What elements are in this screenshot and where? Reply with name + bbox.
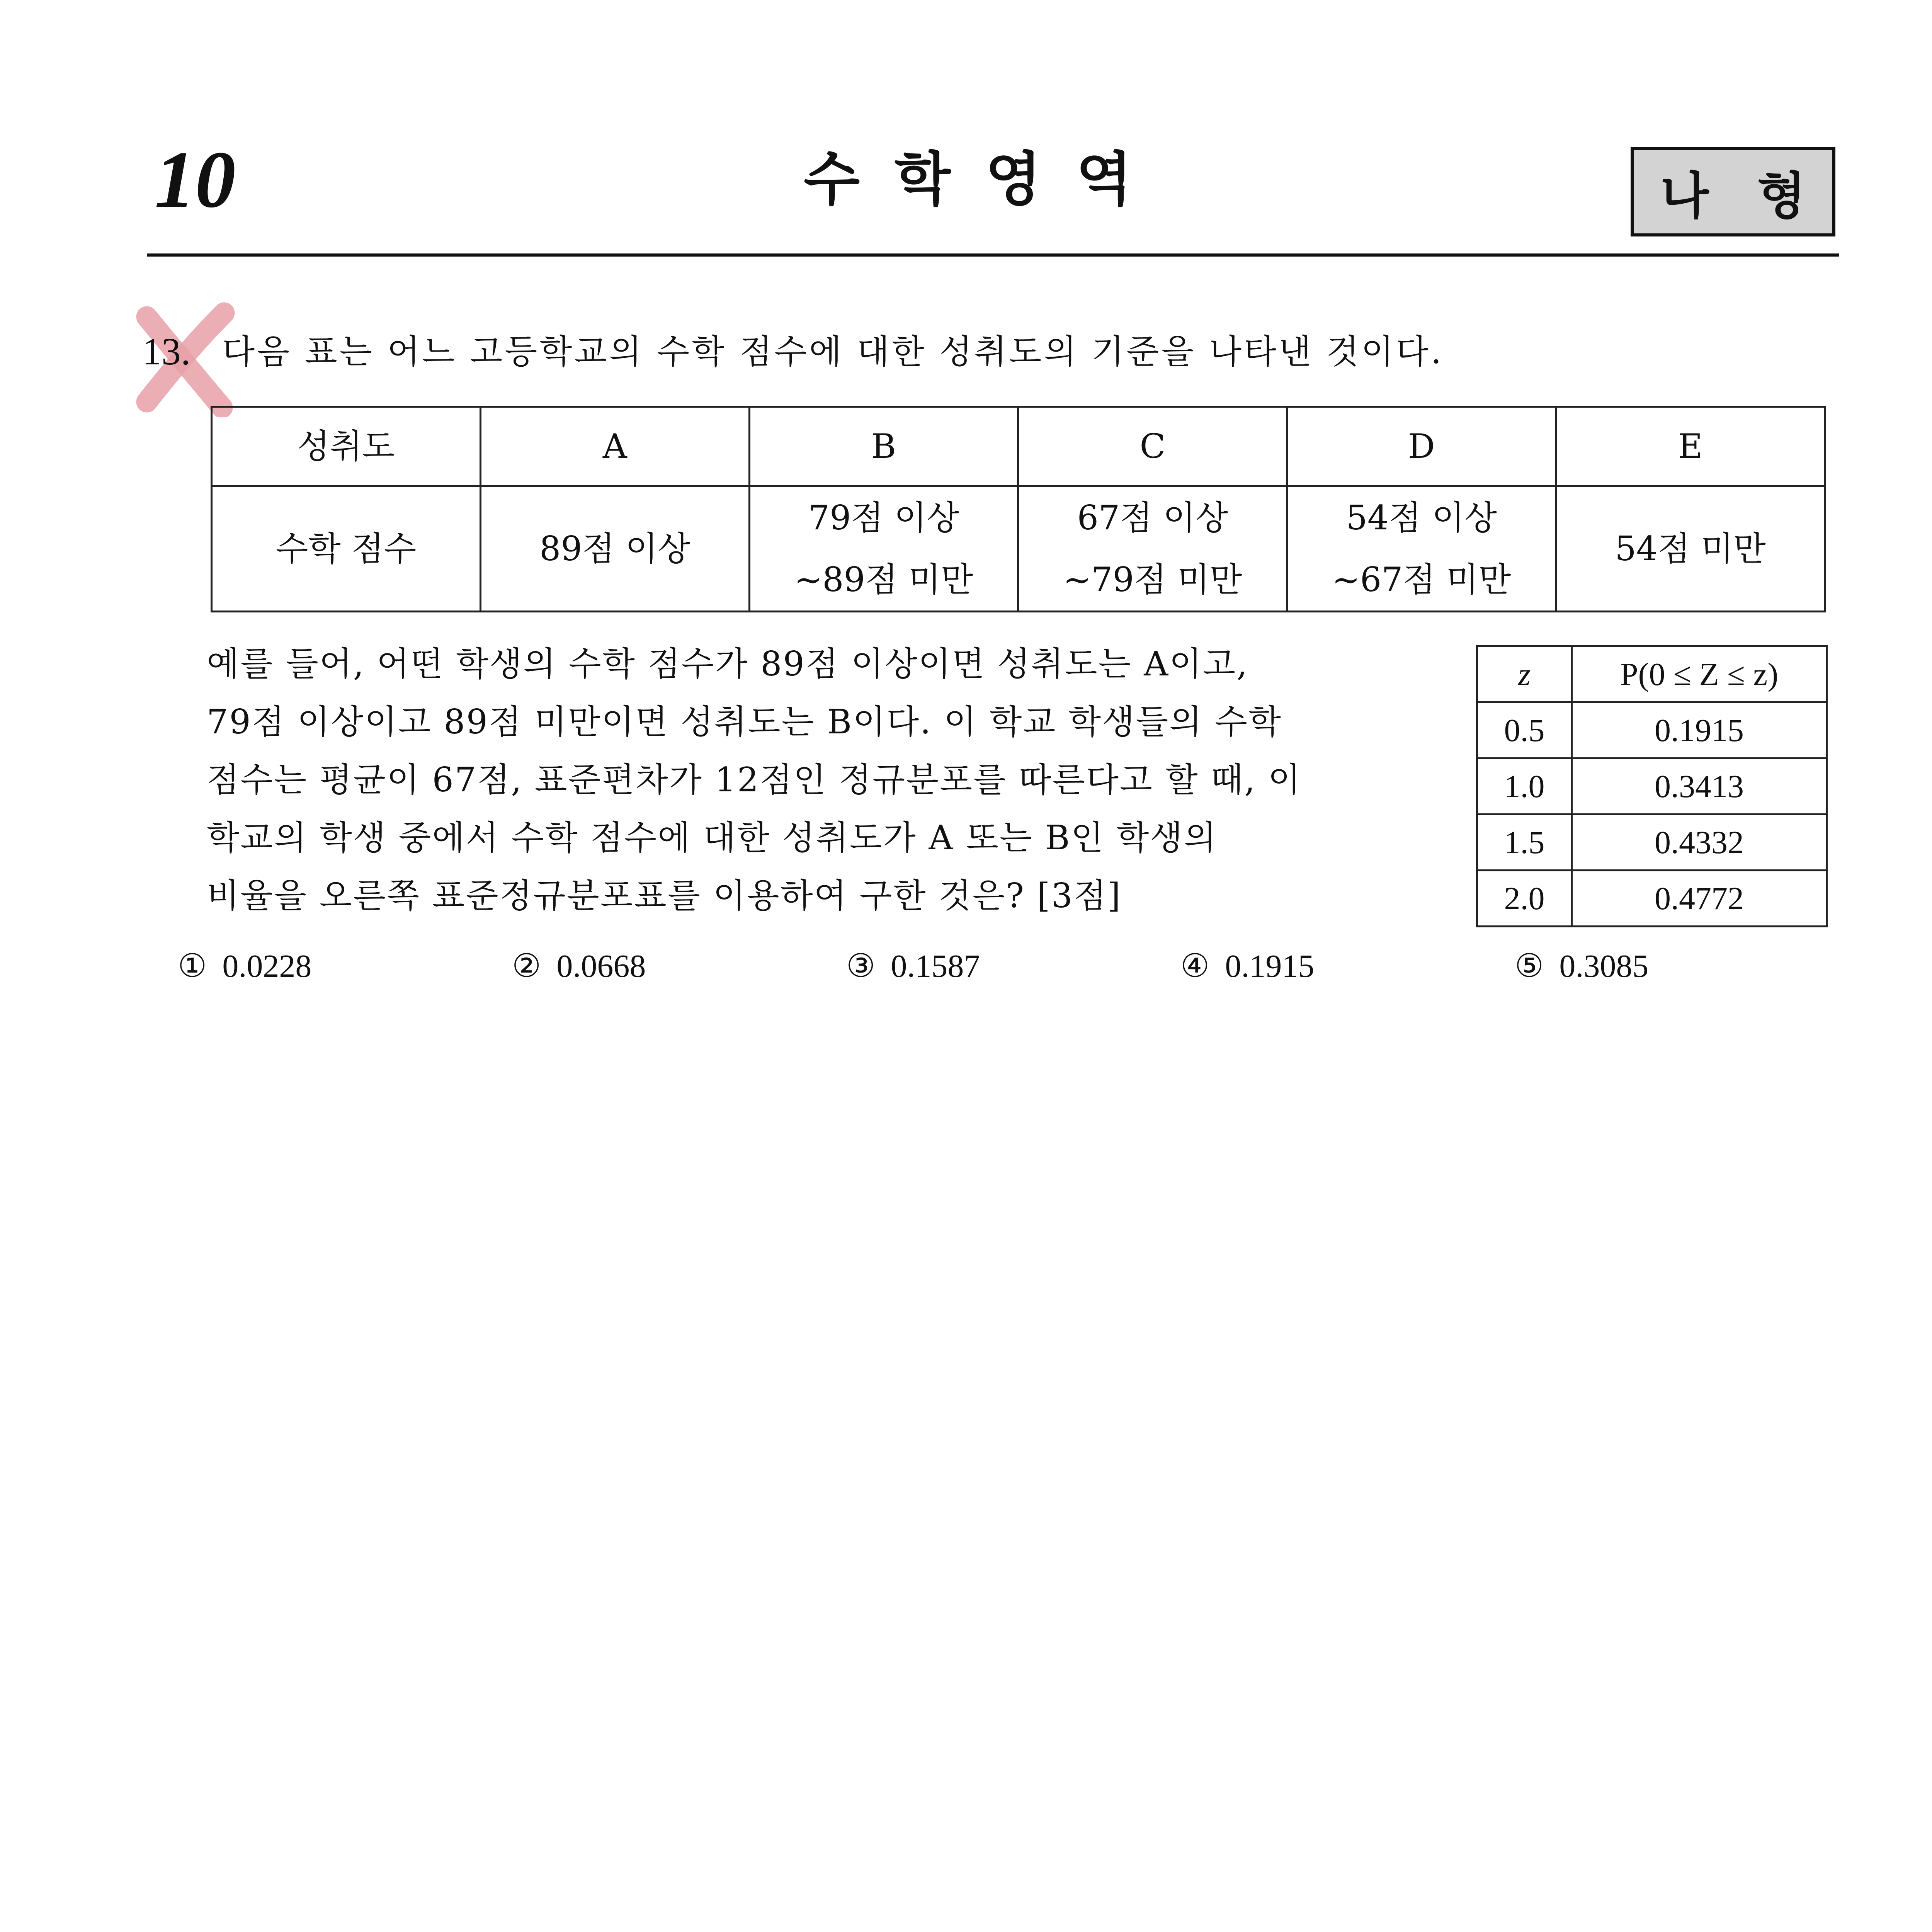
exam-type-badge: 나 형 bbox=[1631, 147, 1835, 236]
table-cell bbox=[1287, 486, 1556, 612]
choice-number: ② bbox=[512, 947, 541, 985]
choice-value: 0.3085 bbox=[1559, 948, 1649, 984]
cell-line: 54점 미만 bbox=[1615, 529, 1766, 568]
choice-value: 0.1915 bbox=[1225, 948, 1315, 984]
table-cell bbox=[1018, 486, 1287, 612]
table-row bbox=[1477, 871, 1827, 927]
question-body-line: 점수는 평균이 67점, 표준편차가 12점인 정규분포를 따른다고 할 때, 이 bbox=[207, 760, 1302, 799]
table-row bbox=[1477, 759, 1827, 815]
cell-line: ~89점 미만 bbox=[794, 560, 973, 599]
choice-number: ⑤ bbox=[1515, 947, 1544, 985]
choice-number: ③ bbox=[846, 947, 876, 985]
table-cell: 0.5 bbox=[1477, 702, 1572, 759]
cell-line: ~79점 미만 bbox=[1063, 560, 1242, 599]
table-row bbox=[212, 486, 1825, 612]
table-cell: 1.0 bbox=[1477, 759, 1572, 815]
table-header-cell: P(0 ≤ Z ≤ z) bbox=[1572, 646, 1827, 702]
choice-number: ① bbox=[178, 947, 207, 985]
table-header-cell: D bbox=[1287, 407, 1556, 486]
page-number: 10 bbox=[155, 135, 236, 224]
table-cell bbox=[749, 486, 1018, 612]
table-header-cell: B bbox=[749, 407, 1018, 486]
table-cell bbox=[1556, 486, 1825, 612]
answer-choice-5[interactable] bbox=[1515, 947, 1648, 985]
choice-value: 0.1587 bbox=[891, 948, 980, 984]
cell-line: 89점 이상 bbox=[539, 529, 690, 568]
table-cell: 0.1915 bbox=[1572, 702, 1827, 759]
header-divider bbox=[147, 253, 1839, 257]
question-intro: 다음 표는 어느 고등학교의 수학 점수에 대한 성취도의 기준을 나타낸 것이다. bbox=[222, 332, 1444, 371]
question-body-line: 예를 들어, 어떤 학생의 수학 점수가 89점 이상이면 성취도는 A이고, bbox=[207, 644, 1248, 684]
table-row bbox=[1477, 815, 1827, 871]
choice-value: 0.0668 bbox=[556, 948, 646, 984]
page-title: 수학영역 bbox=[804, 146, 1167, 213]
table-cell: 0.3413 bbox=[1572, 759, 1827, 815]
question-number: 13. bbox=[142, 330, 190, 373]
table-cell: 1.5 bbox=[1477, 815, 1572, 871]
grade-criteria-table bbox=[211, 406, 1826, 612]
cell-line: 67점 이상 bbox=[1077, 498, 1228, 537]
table-cell: 0.4772 bbox=[1572, 871, 1827, 927]
question-body-line: 79점 이상이고 89점 미만이면 성취도는 B이다. 이 학교 학생들의 수학 bbox=[207, 702, 1282, 742]
question-body-line: 학교의 학생 중에서 수학 점수에 대한 성취도가 A 또는 B인 학생의 bbox=[207, 818, 1218, 857]
table-header-cell: E bbox=[1556, 407, 1825, 486]
table-cell: 0.4332 bbox=[1572, 815, 1827, 871]
table-header-cell: A bbox=[480, 407, 749, 486]
table-row-label: 수학 점수 bbox=[212, 486, 481, 612]
table-header-cell: C bbox=[1018, 407, 1287, 486]
cell-line: 79점 이상 bbox=[808, 498, 959, 537]
table-header-cell: 성취도 bbox=[212, 407, 481, 486]
table-header-row bbox=[212, 407, 1825, 486]
answer-choice-2[interactable] bbox=[512, 947, 646, 985]
answer-choice-1[interactable] bbox=[178, 947, 311, 985]
table-header-cell: z bbox=[1477, 646, 1572, 702]
choice-value: 0.0228 bbox=[222, 948, 312, 984]
answer-choice-3[interactable] bbox=[846, 947, 980, 985]
table-cell: 2.0 bbox=[1477, 871, 1572, 927]
cell-line: ~67점 미만 bbox=[1332, 560, 1511, 599]
question-body-line: 비율을 오른쪽 표준정규분포표를 이용하여 구한 것은? [3점] bbox=[207, 876, 1122, 915]
standard-normal-table bbox=[1476, 645, 1828, 927]
table-cell bbox=[480, 486, 749, 612]
choice-number: ④ bbox=[1180, 947, 1210, 985]
cell-line: 54점 이상 bbox=[1346, 498, 1497, 537]
answer-choice-4[interactable] bbox=[1180, 947, 1314, 985]
table-row bbox=[1477, 702, 1827, 759]
table-header-row bbox=[1477, 646, 1827, 702]
